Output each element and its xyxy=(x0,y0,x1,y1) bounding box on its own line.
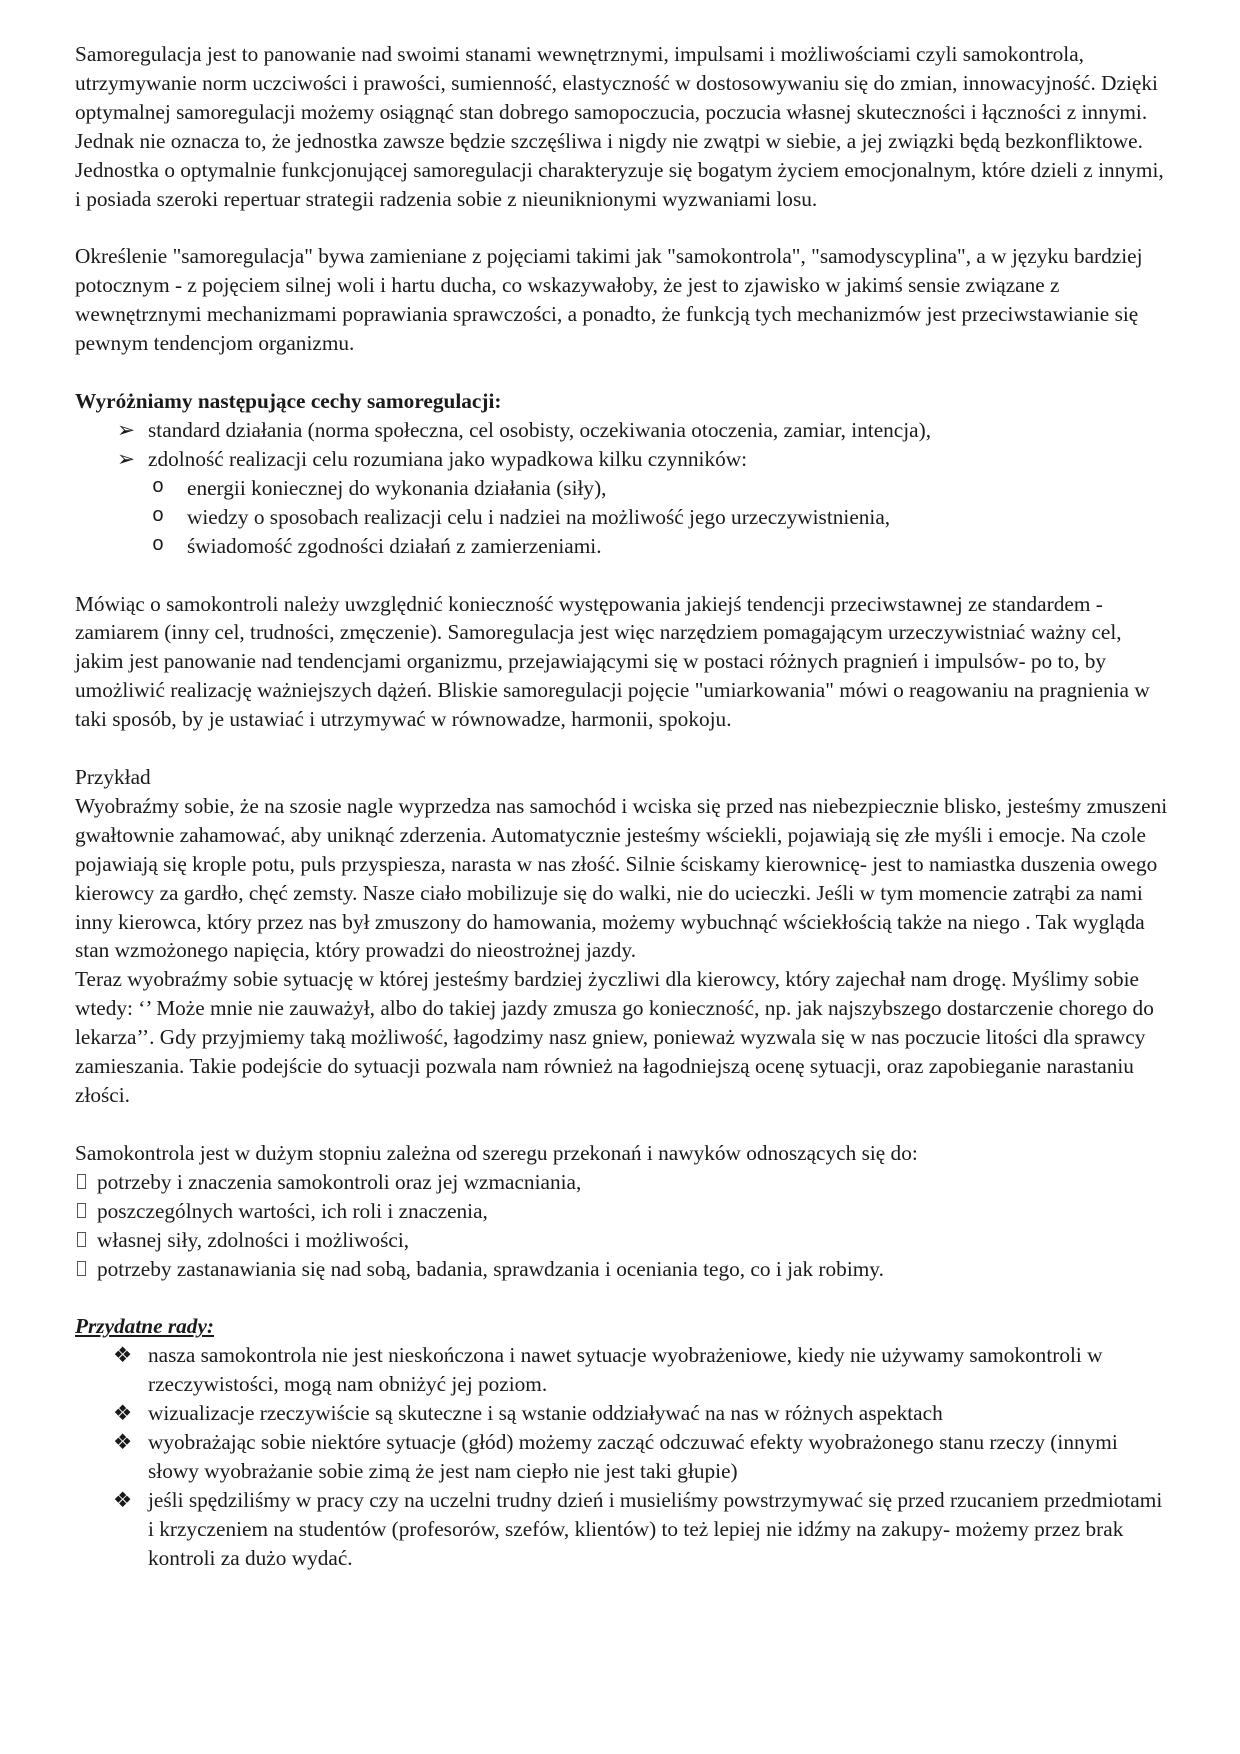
list-item: ➢ zdolność realizacji celu rozumiana jako wypadkowa kilku czynników: xyxy=(75,445,1170,474)
tips-heading: Przydatne rady: xyxy=(75,1314,215,1339)
list-item: ➢ standard działania (norma społeczna, cel osobisty, oczekiwania otoczenia, zamiar, intencja), xyxy=(75,416,1170,445)
square-bullet-icon xyxy=(77,1232,86,1247)
example-title: Przykład xyxy=(75,765,151,790)
paragraph-definition: Samoregulacja jest to panowanie nad swoimi stanami wewnętrznymi, impulsami i możliwościami czyli samokontrola, utrzymywanie norm uczciwości i prawości, sumienność, elastyczność w dostosowywaniu się do zmian, innowacyjność. Dzięki optymalnej samoregulacji możemy osiągnąć stan dobrego samopoczucia, poczucia własnej skuteczności i łączności z innymi. Jednak nie oznacza to, że jednostka zawsze będzie szczęśliwa i nigdy nie zwątpi w siebie, a jej związki będą bezkonfliktowe. Jednostka o optymalnie funkcjonującej samoregulacji charakteryzuje się bogatym życiem emocjonalnym, które dzieli z innymi, i posiada szeroki repertuar strategii radzenia sobie z nieuniknionymi wyzwaniami losu. xyxy=(75,42,1164,211)
tips-list xyxy=(75,1341,1170,1572)
self-control-intro: Samokontrola jest w dużym stopniu zależna od szeregu przekonań i nawyków odnoszących się do: xyxy=(75,1140,918,1165)
example-paragraph-1: Wyobraźmy sobie, że na szosie nagle wyprzedza nas samochód i wciska się przed nas niebezpiecznie blisko, jesteśmy zmuszeni gwałtownie zahamować, aby uniknąć zderzenia. Automatycznie jesteśmy wściekli, pojawiają się złe myśli i emocje. Na czole pojawiają się krople potu, puls przyspiesza, narasta w nas złość. Silnie ściskamy kierownicę- jest to namiastka duszenia owego kierowcy za gardło, chęć zemsty. Nasze ciało mobilizuje się do walki, nie do ucieczki. Jeśli w tym momencie zatrąbi za nami inny kierowca, który przez nas był zmuszony do hamowania, możemy wybuchnąć wściekłością także na niego . Tak wygląda stan wzmożonego napięcia, który prowadzi do nieostrożnej jazdy. xyxy=(75,793,1168,963)
sub-list-item: o energii koniecznej do wykonania działania (siły), xyxy=(75,474,1170,503)
circle-bullet-icon: o xyxy=(152,504,165,528)
list-item: ❖ nasza samokontrola nie jest nieskończona i nawet sytuacje wyobrażeniowe, kiedy nie używamy samokontroli w rzeczywistości, mogą nam obniżyć jej poziom. xyxy=(113,1343,1103,1397)
list-item: ❖ jeśli spędziliśmy w pracy czy na uczelni trudny dzień i musieliśmy powstrzymywać się przed rzucaniem przedmiotami i krzyczeniem na studentów (profesorów, szefów, klientów) to też lepiej nie idźmy na zakupy- możemy przez brak kontroli za dużo wydać. xyxy=(113,1487,1163,1570)
list-item: ❖ wyobrażając sobie niektóre sytuacje (głód) możemy zacząć odczuwać efekty wyobrażonego stanu rzeczy (innymi słowy wyobrażanie sobie zimą że jest nam ciepło nie jest taki głupie) xyxy=(113,1430,1118,1483)
paragraph-terminology: Określenie "samoregulacja" bywa zamieniane z pojęciami takimi jak "samokontrola", "samodyscyplina", a w języku bardziej potocznym - z pojęciem silnej woli i hartu ducha, co wskazywałoby, że jest to zjawisko w jakimś sensie związane z wewnętrznymi mechanizmami poprawiania sprawczości, a ponadto, że funkcją tych mechanizmów jest przeciwstawianie się pewnym tendencjom organizmu. xyxy=(75,244,1143,356)
list-item: ❖ wizualizacje rzeczywiście są skuteczne i są wstanie oddziaływać na nas w różnych aspektach xyxy=(75,1399,1170,1428)
paragraph-self-control: Mówiąc o samokontroli należy uwzględnić konieczność występowania jakiejś tendencji przeciwstawnej ze standardem - zamiarem (inny cel, trudności, zmęczenie). Samoregulacja jest więc narzędziem pomagającym urzeczywistniać ważny cel, jakim jest panowanie nad tendencjami organizmu, przejawiającymi się w postaci różnych pragnień i impulsów- po to, by umożliwić realizację ważniejszych dążeń. Bliskie samoregulacji pojęcie "umiarkowania" mówi o reagowaniu na pragnienia w taki sposób, by je ustawiać i utrzymywać w równowadze, harmonii, spokoju. xyxy=(75,591,1150,732)
features-list xyxy=(75,416,1170,561)
diamond-bullet-icon: ❖ xyxy=(113,1487,133,1512)
diamond-bullet-icon: ❖ xyxy=(113,1430,133,1455)
arrow-bullet-icon: ➢ xyxy=(117,417,135,442)
list-item: poszczególnych wartości, ich roli i znaczenia, xyxy=(75,1197,1170,1226)
list-item: własnej siły, zdolności i możliwości, xyxy=(75,1226,1170,1255)
sub-list-item: o wiedzy o sposobach realizacji celu i nadziei na możliwość jego urzeczywistnienia, xyxy=(75,503,1170,532)
example-paragraph-2: Teraz wyobraźmy sobie sytuację w której jesteśmy bardziej życzliwi dla kierowcy, który zajechał nam drogę. Myślimy sobie wtedy: ‘’ Może mnie nie zauważył, albo do takiej jazdy zmusza go konieczność, np. jak najszybszego dostarczenie chorego do lekarza’’. Gdy przyjmiemy taką możliwość, łagodzimy nasz gniew, ponieważ wyzwala się w nas poczucie litości dla sprawcy zamieszania. Takie podejście do sytuacji pozwala nam również na łagodniejszą ocenę sytuacji, oraz zapobieganie narastaniu złości. xyxy=(75,967,1154,1107)
sub-list-item: o świadomość zgodności działań z zamierzeniami. xyxy=(75,532,1170,561)
diamond-bullet-icon: ❖ xyxy=(113,1343,133,1368)
square-bullet-icon xyxy=(77,1174,86,1189)
circle-bullet-icon: o xyxy=(152,533,165,557)
list-item: potrzeby i znaczenia samokontroli oraz jej wzmacniania, xyxy=(75,1168,1170,1197)
features-heading: Wyróżniamy następujące cechy samoregulacji: xyxy=(75,389,502,414)
circle-bullet-icon: o xyxy=(152,475,165,499)
list-item: potrzeby zastanawiania się nad sobą, badania, sprawdzania i oceniania tego, co i jak robimy. xyxy=(75,1255,1170,1284)
square-bullet-icon xyxy=(77,1203,86,1218)
arrow-bullet-icon: ➢ xyxy=(117,446,135,471)
square-bullet-icon xyxy=(77,1261,86,1276)
diamond-bullet-icon: ❖ xyxy=(113,1401,133,1426)
self-control-list xyxy=(75,1168,1170,1284)
